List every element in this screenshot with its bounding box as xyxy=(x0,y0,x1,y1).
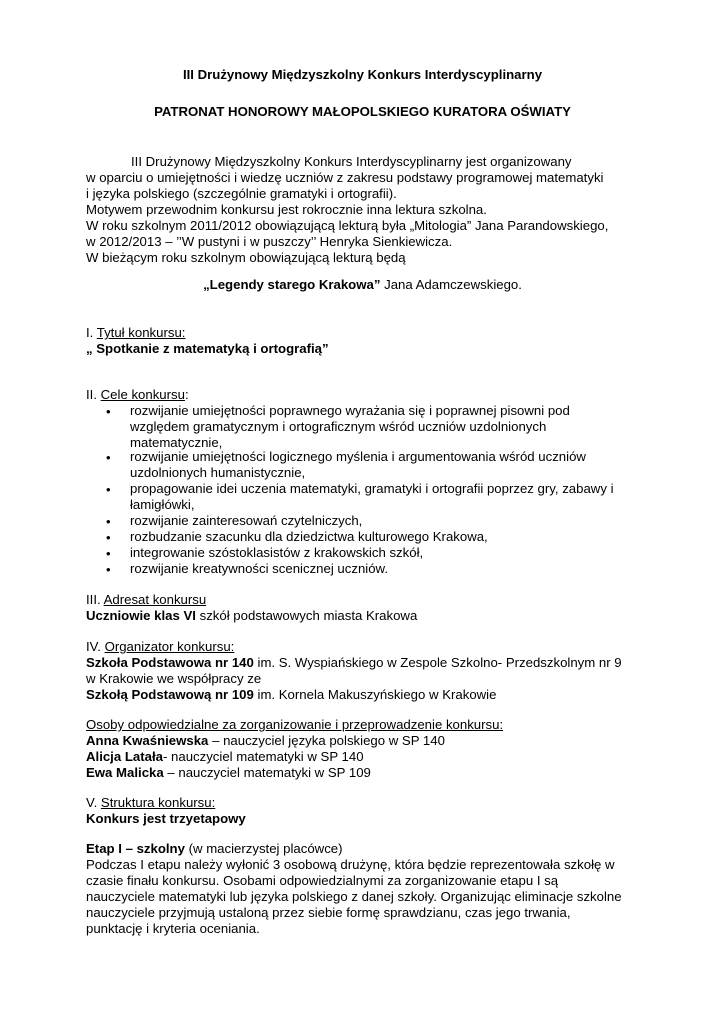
organizer-cooperation: w Krakowie we współpracy ze xyxy=(86,671,262,686)
goal-item: propagowanie idei uczenia matematyki, gramatyki i ortografii poprzez gry, zabawy i xyxy=(130,481,614,496)
target-audience xyxy=(86,607,417,624)
section-1-heading xyxy=(86,324,185,341)
bullet-icon: • xyxy=(106,562,111,577)
stage-1-heading xyxy=(86,840,343,857)
book-title: „Legendy starego Krakowa” xyxy=(203,277,381,292)
intro-line: i języka polskiego (szczególnie gramatyki i ortografii). xyxy=(86,186,397,201)
section-number: I. xyxy=(86,325,97,340)
school-details: im. Kornela Makuszyńskiego w Krakowie xyxy=(253,687,497,702)
target-audience-bold: Uczniowie klas VI xyxy=(86,608,196,623)
bullet-icon: • xyxy=(106,546,111,561)
responsible-person xyxy=(86,764,371,781)
goal-item: względem gramatycznym i ortograficznym wśród uczniów uzdolnionych xyxy=(130,419,547,434)
intro-line: W bieżącym roku szkolnym obowiązującą lekturą będą xyxy=(86,250,406,265)
goal-item: rozbudzanie szacunku dla dziedzictwa kulturowego Krakowa, xyxy=(130,529,488,544)
bullet-icon: • xyxy=(106,530,111,545)
contest-title: „ Spotkanie z matematyką i ortografią” xyxy=(86,341,329,356)
goal-item: łamigłówki, xyxy=(130,497,195,512)
goal-item: integrowanie szóstoklasistów z krakowskich szkół, xyxy=(130,545,424,560)
section-number: II. xyxy=(86,387,101,402)
bullet-icon: • xyxy=(106,514,111,529)
section-number: V. xyxy=(86,795,101,810)
section-3-heading xyxy=(86,591,206,608)
bullet-icon: • xyxy=(106,482,111,497)
school-name: Szkołą Podstawową nr 109 xyxy=(86,687,254,702)
goal-item: rozwijanie umiejętności poprawnego wyrażania się i poprawnej pisowni pod xyxy=(130,403,570,418)
person-role: - nauczyciel matematyki w SP 140 xyxy=(162,749,364,764)
section-4-heading xyxy=(86,638,234,655)
goal-item: rozwijanie kreatywności scenicznej uczniów. xyxy=(130,561,388,576)
school-details: im. S. Wyspiańskiego w Zespole Szkolno- Przedszkolnym nr 9 xyxy=(253,655,622,670)
intro-line: w oparciu o umiejętności i wiedzę uczniów z zakresu podstawy programowej matematyki xyxy=(86,170,604,185)
person-role: – nauczyciel języka polskiego w SP 140 xyxy=(208,733,445,748)
stage-1-text: nauczyciele matematyki lub języka polskiego z danej szkoły. Organizując eliminacje szkolne xyxy=(86,889,622,904)
responsible-person xyxy=(86,732,445,749)
bullet-icon: • xyxy=(106,404,111,419)
stage-1-text: punktację i kryteria oceniania. xyxy=(86,921,260,936)
goal-item: rozwijanie zainteresowań czytelniczych, xyxy=(130,513,363,528)
goal-item: uzdolnionych humanistycznie, xyxy=(130,465,306,480)
structure-subtitle: Konkurs jest trzyetapowy xyxy=(86,811,246,826)
book-author: Jana Adamczewskiego. xyxy=(380,277,522,292)
goal-item: rozwijanie umiejętności logicznego myślenia i argumentowania wśród uczniów xyxy=(130,449,586,464)
organizer-school-2 xyxy=(86,686,496,703)
person-name: Alicja Latała xyxy=(86,749,163,764)
intro-line: w 2012/2013 – ’’W pustyni i w puszczy’’ Henryka Sienkiewicza. xyxy=(86,234,453,249)
section-number: IV. xyxy=(86,639,105,654)
section-label: Tytuł konkursu: xyxy=(96,325,186,340)
bullet-icon: • xyxy=(106,450,111,465)
school-name: Szkoła Podstawowa nr 140 xyxy=(86,655,254,670)
intro-line: Motywem przewodnim konkursu jest rokrocznie inna lektura szkolna. xyxy=(86,202,487,217)
person-name: Anna Kwaśniewska xyxy=(86,733,209,748)
stage-location: (w macierzystej placówce) xyxy=(184,841,343,856)
target-audience-rest: szkół podstawowych miasta Krakowa xyxy=(195,608,418,623)
stage-1-text: czasie finału konkursu. Osobami odpowiedzialnymi za zorganizowanie etapu I są xyxy=(86,873,559,888)
section-number: III. xyxy=(86,592,104,607)
stage-1-text: Podczas I etapu należy wyłonić 3 osobową drużynę, która będzie reprezentowała szkołę w xyxy=(86,857,615,872)
person-name: Ewa Malicka xyxy=(86,765,164,780)
organizer-school-1 xyxy=(86,654,622,671)
section-5-heading xyxy=(86,794,215,811)
document-title: III Drużynowy Międzyszkolny Konkurs Interdyscyplinarny xyxy=(182,67,543,82)
featured-book xyxy=(0,276,725,293)
section-colon: : xyxy=(184,387,189,402)
section-label: Struktura konkursu: xyxy=(100,795,216,810)
stage-name: Etap I – szkolny xyxy=(86,841,185,856)
section-2-heading xyxy=(86,386,189,403)
patronage-heading: PATRONAT HONOROWY MAŁOPOLSKIEGO KURATORA OŚWIATY xyxy=(154,104,571,119)
intro-line: III Drużynowy Międzyszkolny Konkurs Interdyscyplinarny jest organizowany xyxy=(131,154,572,169)
section-label: Adresat konkursu xyxy=(103,592,207,607)
intro-line: W roku szkolnym 2011/2012 obowiązującą lekturą była „Mitologia” Jana Parandowskiego, xyxy=(86,218,609,233)
goal-item: matematycznie, xyxy=(130,435,223,450)
stage-1-text: nauczyciele przyjmują ustaloną przez siebie formę sprawdzianu, czas jego trwania, xyxy=(86,905,571,920)
section-label: Organizator konkursu: xyxy=(104,639,235,654)
responsible-person xyxy=(86,748,364,765)
section-label: Cele konkursu xyxy=(100,387,185,402)
person-role: – nauczyciel matematyki w SP 109 xyxy=(163,765,371,780)
responsible-heading: Osoby odpowiedzialne za zorganizowanie i przeprowadzenie konkursu: xyxy=(86,717,504,732)
